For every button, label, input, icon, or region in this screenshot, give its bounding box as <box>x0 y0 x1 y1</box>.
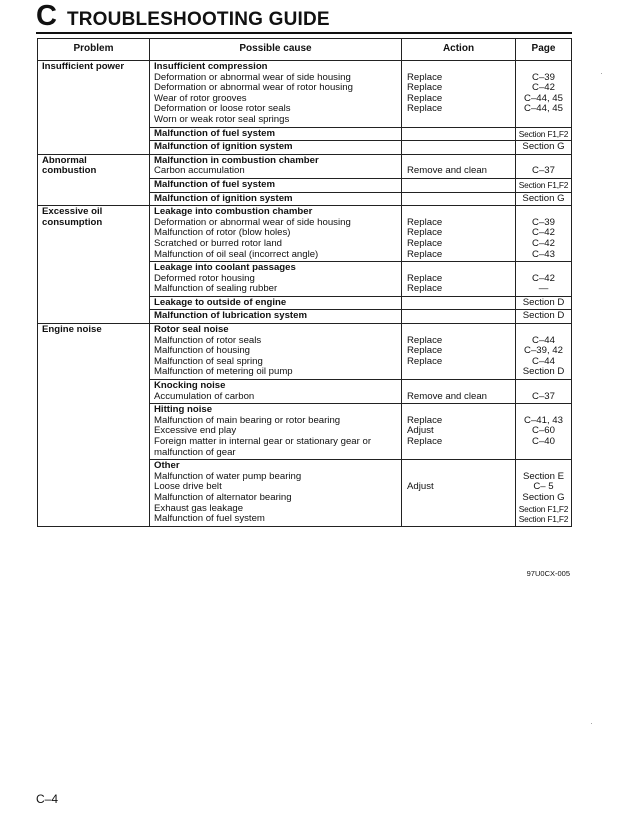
page-reference: Section G <box>522 141 565 153</box>
action-value: Replace <box>407 237 443 249</box>
action-cell <box>402 324 516 380</box>
action-value <box>407 298 511 309</box>
cause-detail: Accumulation of carbon <box>154 390 255 402</box>
action-value: Replace <box>407 248 443 260</box>
page-reference: C–40 <box>532 436 555 447</box>
action-value: Remove and clean <box>407 165 487 177</box>
problem-line: Engine noise <box>42 324 102 336</box>
cause-cell <box>150 310 402 324</box>
action-cell <box>402 460 516 527</box>
action-value <box>407 448 511 459</box>
cause-cell <box>150 460 402 527</box>
cause-detail: Foreign matter in internal gear or stationary gear or <box>154 436 372 447</box>
page-cell <box>516 141 572 155</box>
page-reference: C–39 <box>532 71 555 83</box>
column-header-page: Page <box>516 39 572 61</box>
scan-mark: · <box>590 718 593 728</box>
page-reference: C–41, 43 <box>524 414 563 426</box>
cause-detail: Malfunction of water pump bearing <box>154 470 302 482</box>
cause-cell <box>150 404 402 460</box>
page-reference: Section G <box>522 192 565 204</box>
action-value <box>407 514 511 525</box>
cause-cell <box>150 296 402 310</box>
action-cell <box>402 380 516 404</box>
table-header-row <box>38 39 572 61</box>
cause-cell <box>150 127 402 141</box>
action-value <box>407 142 511 153</box>
action-value: Replace <box>407 82 443 94</box>
action-cell <box>402 296 516 310</box>
cause-title: Rotor seal noise <box>154 324 229 336</box>
page-reference: C–44 <box>532 334 555 346</box>
page-reference: C–44, 45 <box>524 103 563 115</box>
cause-title: Malfunction of lubrication system <box>154 310 307 322</box>
cause-detail: Worn or weak rotor seal springs <box>154 113 290 125</box>
cause-cell <box>150 141 402 155</box>
page-reference: C–39, 42 <box>524 345 563 357</box>
page-cell <box>516 262 572 297</box>
cause-detail: Wear of rotor grooves <box>154 92 247 104</box>
cause-detail: Malfunction of sealing rubber <box>154 283 278 295</box>
action-value <box>407 504 511 515</box>
cause-cell <box>150 178 402 192</box>
page-reference: Section F1,F2 <box>518 179 569 190</box>
action-cell <box>402 206 516 262</box>
cause-title: Leakage into combustion chamber <box>154 206 313 218</box>
page-cell <box>516 324 572 380</box>
action-value: Replace <box>407 345 443 357</box>
action-cell <box>402 127 516 141</box>
page-reference: C–42 <box>532 272 555 284</box>
action-value <box>407 129 511 140</box>
page-header <box>36 2 330 31</box>
action-cell <box>402 262 516 297</box>
table-row <box>38 154 572 178</box>
action-value: Replace <box>407 216 443 228</box>
problem-cell <box>38 154 150 205</box>
table-row <box>38 324 572 380</box>
cause-cell <box>150 262 402 297</box>
column-header-cause: Possible cause <box>150 39 402 61</box>
cause-title: Malfunction of fuel system <box>154 127 275 139</box>
cause-detail: Scratched or burred rotor land <box>154 237 282 249</box>
cause-cell <box>150 192 402 206</box>
action-spacer <box>407 62 511 73</box>
action-spacer <box>407 461 511 472</box>
cause-detail: Malfunction of fuel system <box>154 513 265 525</box>
problem-cell <box>38 61 150 155</box>
action-value: Replace <box>407 334 443 346</box>
problem-cell <box>38 206 150 324</box>
page-reference: Section D <box>522 310 565 322</box>
action-value <box>407 180 511 191</box>
cause-detail: Deformation or abnormal wear of side housing <box>154 216 351 228</box>
section-letter: C <box>36 0 57 32</box>
action-value: Replace <box>407 227 443 239</box>
action-value <box>407 493 511 504</box>
cause-detail: Deformation or abnormal wear of rotor housing <box>154 82 353 94</box>
cause-detail: Carbon accumulation <box>154 165 245 177</box>
cause-title: Malfunction of ignition system <box>154 141 293 153</box>
page-reference: Section F1,F2 <box>518 128 569 139</box>
cause-detail: malfunction of gear <box>154 446 236 458</box>
cause-detail: Loose drive belt <box>154 481 222 493</box>
cause-detail: Exhaust gas leakage <box>154 502 244 514</box>
page-reference <box>518 115 569 126</box>
action-value <box>407 367 511 378</box>
action-value: Replace <box>407 355 443 367</box>
action-cell <box>402 61 516 128</box>
page-reference: C–37 <box>532 165 555 177</box>
cause-detail: Excessive end play <box>154 425 237 437</box>
page-cell <box>516 296 572 310</box>
cause-title: Malfunction in combustion chamber <box>154 154 319 166</box>
problem-line: consumption <box>42 216 103 228</box>
page-reference: Section G <box>522 491 565 503</box>
page-reference: Section D <box>522 296 565 308</box>
action-value: Replace <box>407 414 443 426</box>
page-reference: C–44, 45 <box>524 92 563 104</box>
cause-title: Knocking noise <box>154 380 226 392</box>
page-reference: C–44 <box>532 355 555 367</box>
page-reference: — <box>538 283 549 295</box>
action-cell <box>402 154 516 178</box>
page-cell <box>516 310 572 324</box>
action-value <box>407 311 511 322</box>
scan-mark: · <box>600 68 603 78</box>
page-reference: Section D <box>522 366 565 378</box>
cause-title: Other <box>154 460 180 472</box>
problem-line: combustion <box>42 165 97 177</box>
page-reference: C–39 <box>532 216 555 228</box>
page-spacer <box>518 62 569 73</box>
page-reference: Section E <box>522 470 565 482</box>
action-value: Adjust <box>407 481 434 493</box>
cause-title: Hitting noise <box>154 404 213 416</box>
page-cell <box>516 206 572 262</box>
action-value: Replace <box>407 71 443 83</box>
page-reference <box>518 448 569 459</box>
action-value: Adjust <box>407 425 434 437</box>
cause-title: Leakage into coolant passages <box>154 262 296 274</box>
cause-detail: Malfunction of main bearing or rotor bearing <box>154 414 341 426</box>
action-cell <box>402 310 516 324</box>
column-header-action: Action <box>402 39 516 61</box>
page-reference: C–42 <box>532 237 555 249</box>
problem-cell <box>38 324 150 527</box>
page-cell <box>516 404 572 460</box>
cause-detail: Deformation or abnormal wear of side housing <box>154 71 351 83</box>
cause-cell <box>150 380 402 404</box>
page-reference: Section F1,F2 <box>518 503 569 514</box>
cause-title: Insufficient compression <box>154 61 268 72</box>
figure-code: 97U0CX-005 <box>526 569 570 578</box>
column-header-problem: Problem <box>38 39 150 61</box>
action-value <box>407 115 511 126</box>
page-cell <box>516 380 572 404</box>
table-row <box>38 206 572 262</box>
problem-line: Excessive oil <box>42 206 103 218</box>
page-reference: C– 5 <box>533 481 554 493</box>
cause-detail: Malfunction of alternator bearing <box>154 491 292 503</box>
page-reference: Section F1,F2 <box>518 514 569 525</box>
cause-detail: Malfunction of housing <box>154 345 250 357</box>
action-value: Replace <box>407 272 443 284</box>
cause-detail: Deformed rotor housing <box>154 272 255 284</box>
cause-detail: Deformation or loose rotor seals <box>154 103 291 115</box>
troubleshooting-table <box>37 38 572 527</box>
problem-line: Insufficient power <box>42 61 125 72</box>
action-value: Remove and clean <box>407 390 487 402</box>
action-value <box>407 194 511 205</box>
action-cell <box>402 192 516 206</box>
page-cell <box>516 154 572 178</box>
page-cell <box>516 127 572 141</box>
page-reference: C–42 <box>532 82 555 94</box>
cause-cell <box>150 61 402 128</box>
cause-detail: Malfunction of metering oil pump <box>154 366 293 378</box>
problem-line: Abnormal <box>42 154 87 166</box>
action-cell <box>402 178 516 192</box>
page-reference: C–42 <box>532 227 555 239</box>
cause-detail: Malfunction of rotor (blow holes) <box>154 227 291 239</box>
page-reference: C–60 <box>532 425 555 437</box>
action-value: Replace <box>407 103 443 115</box>
cause-cell <box>150 324 402 380</box>
cause-cell <box>150 154 402 178</box>
page-number: C–4 <box>36 792 59 806</box>
action-cell <box>402 404 516 460</box>
cause-detail: Malfunction of oil seal (incorrect angle) <box>154 248 319 260</box>
page-cell <box>516 178 572 192</box>
page-cell <box>516 192 572 206</box>
page-cell <box>516 61 572 128</box>
action-value: Replace <box>407 283 443 295</box>
cause-detail: Malfunction of rotor seals <box>154 334 262 346</box>
page-reference: C–43 <box>532 248 555 260</box>
page-title: TROUBLESHOOTING GUIDE <box>66 9 330 30</box>
action-value: Replace <box>407 92 443 104</box>
page-reference: C–37 <box>532 390 555 402</box>
table-body <box>38 61 572 527</box>
cause-title: Malfunction of fuel system <box>154 178 275 190</box>
header-rule <box>36 32 572 34</box>
action-value: Replace <box>407 436 443 447</box>
cause-title: Leakage to outside of engine <box>154 296 287 308</box>
cause-cell <box>150 206 402 262</box>
cause-detail: Malfunction of seal spring <box>154 355 263 367</box>
page-cell <box>516 460 572 527</box>
action-cell <box>402 141 516 155</box>
table-row <box>38 61 572 128</box>
cause-title: Malfunction of ignition system <box>154 192 293 204</box>
